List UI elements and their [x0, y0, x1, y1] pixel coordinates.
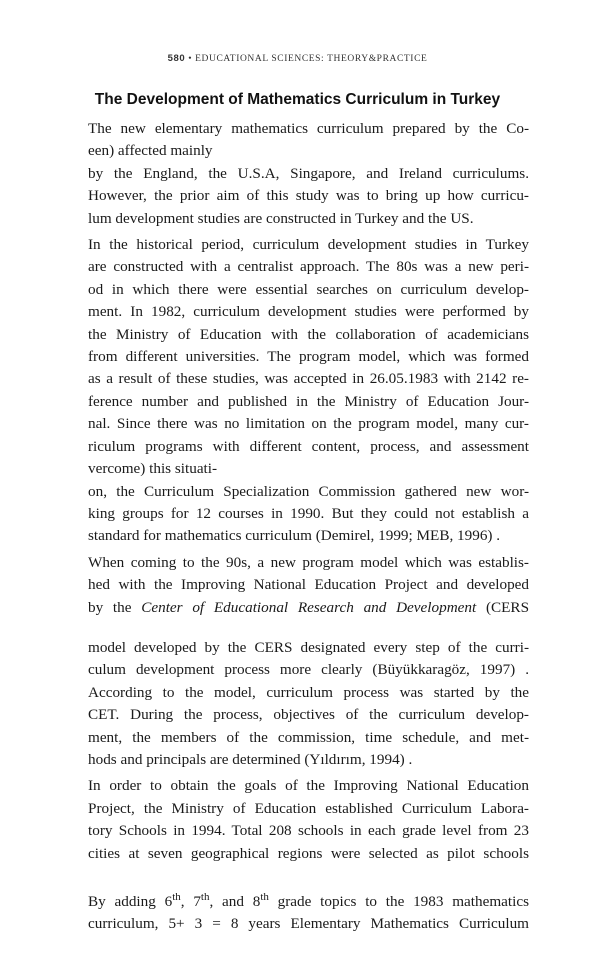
- paragraph-2: [88, 234, 529, 548]
- text-line: nal. Since there was no limitation on the program model, many cur-: [88, 415, 529, 433]
- text-line: as a result of these studies, was accepted in 26.05.1983 with 2142 re-: [88, 370, 529, 388]
- text-line: from different universities. The program model, which was formed: [88, 348, 529, 366]
- italic-name: Center of Educational Research and Development: [141, 598, 477, 616]
- body-text: [88, 118, 529, 940]
- paragraph-4: [88, 775, 529, 865]
- text-line: ment. In 1982, curriculum development studies were performed by: [88, 303, 529, 321]
- page-number: 580: [167, 53, 186, 64]
- text-line: [88, 891, 529, 913]
- text-run: , and 8: [209, 893, 261, 910]
- text-line: In order to obtain the goals of the Improving National Education: [88, 777, 529, 795]
- text-line: curriculum, 5+ 3 = 8 years Elementary Mathematics Curriculum: [88, 915, 529, 933]
- text-run: By adding 6: [88, 893, 173, 910]
- paragraph-5: [88, 891, 529, 936]
- blank-gap: [88, 619, 529, 637]
- text-line: een) affected mainly: [88, 142, 213, 160]
- text-line: Project, the Ministry of Education established Curriculum Labora-: [88, 799, 529, 817]
- text-line: According to the model, curriculum process was started by the: [88, 683, 529, 701]
- text-line: ment, the members of the commission, time schedule, and met-: [88, 728, 529, 746]
- blank-gap: [88, 869, 529, 891]
- text-line: However, the prior aim of this study was to bring up how curricu-: [88, 187, 529, 205]
- text-run: (CERS: [485, 598, 530, 616]
- text-line: riculum programs with different content, process, and assessment: [88, 437, 529, 455]
- text-line: by the England, the U.S.A, Singapore, and Ireland curriculums.: [88, 164, 529, 182]
- text-line: lum development studies are constructed in Turkey and the US.: [88, 209, 474, 227]
- text-line: In the historical period, curriculum development studies in Turkey: [88, 236, 529, 254]
- text-line: on, the Curriculum Specialization Commission gathered new wor-: [88, 482, 529, 500]
- text-line: tory Schools in 1994. Total 208 schools in each grade level from 23: [88, 822, 529, 840]
- running-head: [0, 53, 595, 64]
- paragraph-3: [88, 552, 529, 772]
- text-line: cities at seven geographical regions were selected as pilot schools: [88, 844, 529, 862]
- superscript: th: [172, 891, 181, 903]
- text-line: culum development process more clearly (Büyükkaragöz, 1997) .: [88, 661, 529, 679]
- section-title: The Development of Mathematics Curriculum in Turkey: [94, 91, 501, 108]
- text-line: standard for mathematics curriculum (Demirel, 1999; MEB, 1996) .: [88, 527, 501, 545]
- text-line: od in which there were essential searches on curriculum develop-: [88, 280, 529, 298]
- text-line: The new elementary mathematics curriculum prepared by the Co-: [88, 120, 529, 137]
- text-run: grade topics to the 1983 mathematics: [268, 893, 529, 910]
- text-line: the Ministry of Education with the collaboration of academicians: [88, 325, 529, 343]
- paragraph-1: [88, 118, 529, 230]
- text-line: model developed by the CERS designated every step of the curri-: [88, 638, 529, 656]
- text-line: [88, 597, 529, 619]
- text-line: are constructed with a centralist approach. The 80s was a new peri-: [88, 258, 529, 276]
- text-line: king groups for 12 courses in 1990. But they could not establish a: [88, 504, 529, 522]
- header-separator: •: [188, 54, 193, 64]
- superscript: th: [200, 891, 210, 903]
- text-run: by the: [88, 598, 132, 616]
- text-line: When coming to the 90s, a new program model which was establis-: [88, 553, 529, 571]
- text-line: hods and principals are determined (Yıldırım, 1994) .: [88, 750, 413, 768]
- journal-name: EDUCATIONAL SCIENCES: THEORY&PRACTICE: [195, 54, 428, 64]
- text-line: hed with the Improving National Education Project and developed: [88, 576, 529, 594]
- superscript: th: [260, 891, 269, 903]
- text-line: CET. During the process, objectives of the curriculum develop-: [88, 706, 529, 724]
- text-run: , 7: [180, 893, 201, 910]
- text-line: ference number and published in the Ministry of Education Jour-: [88, 392, 529, 410]
- text-line: vercome) this situati-: [88, 460, 218, 478]
